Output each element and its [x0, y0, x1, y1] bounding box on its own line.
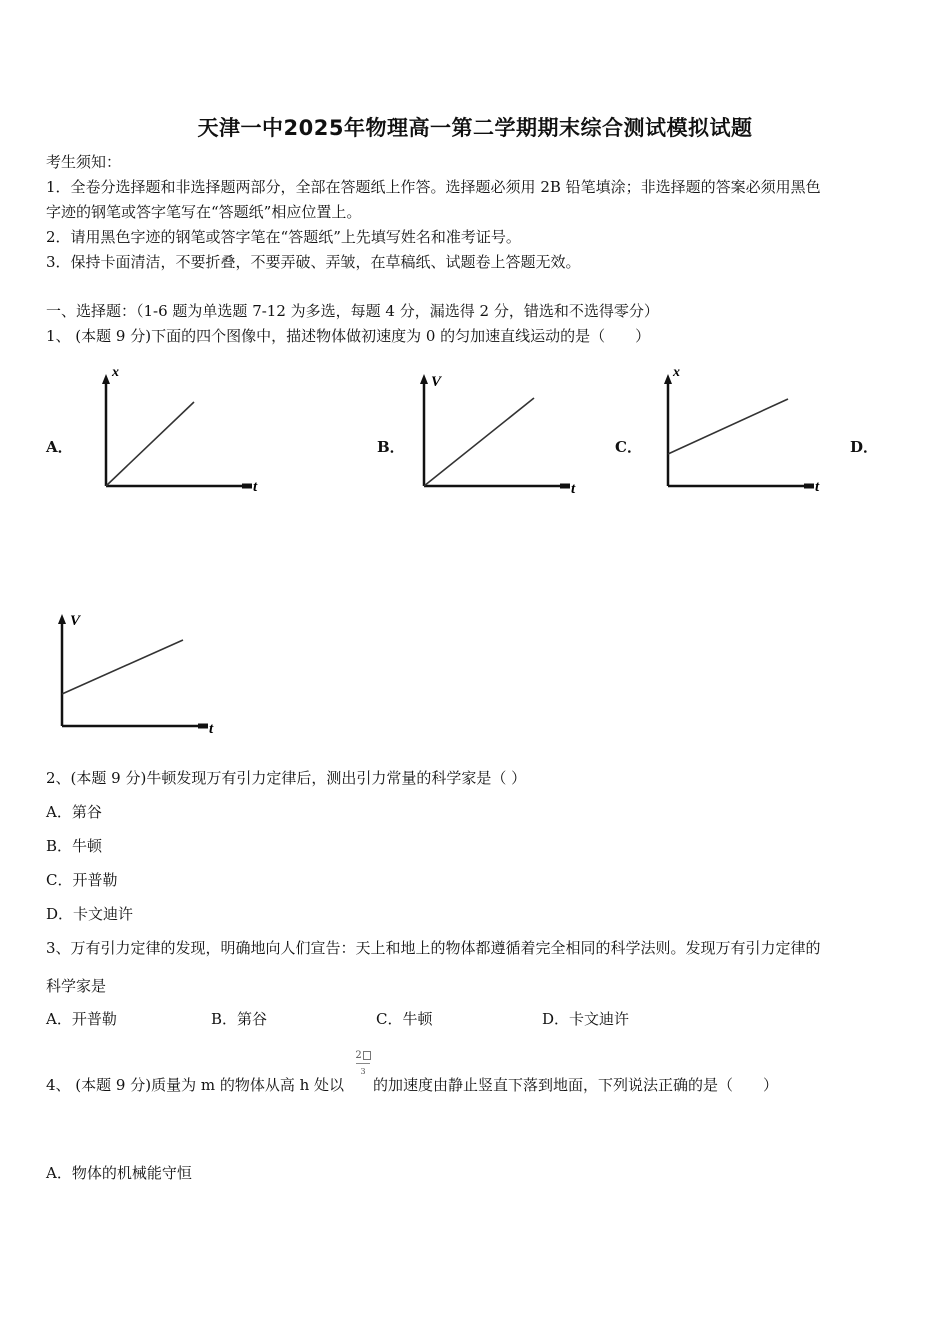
graph-c-x-arrow [804, 484, 814, 489]
q1-label-a: A． [46, 438, 73, 456]
q2-option-c: C．开普勒 [46, 871, 118, 889]
notice-line-1b: 字迹的钢笔或答字笔写在“答题纸”相应位置上。 [46, 203, 362, 221]
fraction-denominator: 3 [360, 1067, 366, 1076]
q3-option-c: C．牛顿 [376, 1010, 433, 1028]
q3-option-a: A．开普勒 [46, 1010, 117, 1028]
q1-label-c: C． [615, 438, 642, 456]
graph-d-y-arrow [58, 614, 66, 624]
graph-c [658, 362, 838, 502]
q3-option-b: B．第谷 [211, 1010, 268, 1028]
graph-c-line [668, 399, 788, 454]
graph-c-x-label: t [815, 479, 820, 495]
graph-a-x-label: t [253, 479, 258, 495]
graph-d-line [62, 640, 183, 694]
graph-b-y-label: V [431, 374, 442, 390]
question-3-stem-b: 科学家是 [46, 977, 107, 995]
graph-b-line [424, 398, 534, 486]
graph-d-x-label: t [209, 721, 214, 737]
acceleration-fraction [354, 1050, 372, 1077]
page-title: 天津一中2025年物理高一第二学期期末综合测试模拟试题 [197, 116, 753, 140]
graph-d-x-arrow [198, 724, 208, 729]
q1-label-b: B． [377, 438, 405, 456]
graph-b-x-arrow [560, 484, 570, 489]
graph-a-y-arrow [102, 374, 110, 384]
graph-b [414, 362, 594, 502]
notice-line-3: 3．保持卡面清洁，不要折叠，不要弄破、弄皱，在草稿纸、试题卷上答题无效。 [46, 253, 581, 271]
graph-b-x-label: t [571, 481, 576, 497]
placeholder-box-icon [363, 1051, 371, 1060]
question-1-stem: 1、 (本题 9 分)下面的四个图像中，描述物体做初速度为 0 的匀加速直线运动的是（ ） [46, 327, 651, 345]
graph-d [52, 602, 232, 742]
question-3-stem-a: 3、万有引力定律的发现，明确地向人们宣告：天上和地上的物体都遵循着完全相同的科学法则。发现万有引力定律的 [46, 939, 821, 957]
q2-option-d: D．卡文迪许 [46, 905, 134, 923]
q4-option-a: A．物体的机械能守恒 [46, 1164, 192, 1182]
graph-a-y-label: x [112, 365, 119, 380]
question-4-stem-before: 4、 (本题 9 分)质量为 m 的物体从高 h 处以 [46, 1076, 345, 1094]
graph-a-x-arrow [242, 484, 252, 489]
graph-b-y-arrow [420, 374, 428, 384]
q2-option-a: A．第谷 [46, 803, 102, 821]
graph-c-y-arrow [664, 374, 672, 384]
q2-option-b: B．牛顿 [46, 837, 103, 855]
question-4-stem-after: 的加速度由静止竖直下落到地面，下列说法正确的是（ ） [373, 1076, 779, 1094]
q1-label-d: D． [850, 438, 879, 456]
graph-d-y-label: V [70, 613, 81, 629]
graph-a [96, 362, 276, 502]
notice-line-2: 2．请用黑色字迹的钢笔或答字笔在“答题纸”上先填写姓名和准考证号。 [46, 228, 521, 246]
fraction-numerator: 2 [355, 1050, 362, 1061]
notice-line-1a: 1．全卷分选择题和非选择题两部分，全部在答题纸上作答。选择题必须用 2B 铅笔填涂；非选择题的答案必须用黑色 [46, 178, 821, 196]
graph-a-line [106, 402, 194, 486]
question-2-stem: 2、(本题 9 分)牛顿发现万有引力定律后，测出引力常量的科学家是（ ） [46, 769, 527, 787]
notice-heading: 考生须知： [46, 153, 122, 171]
q3-option-d: D．卡文迪许 [542, 1010, 630, 1028]
section-heading: 一、选择题：（1-6 题为单选题 7-12 为多选，每题 4 分，漏选得 2 分，错选和不选得零分） [46, 302, 659, 320]
graph-c-y-label: x [673, 365, 680, 380]
